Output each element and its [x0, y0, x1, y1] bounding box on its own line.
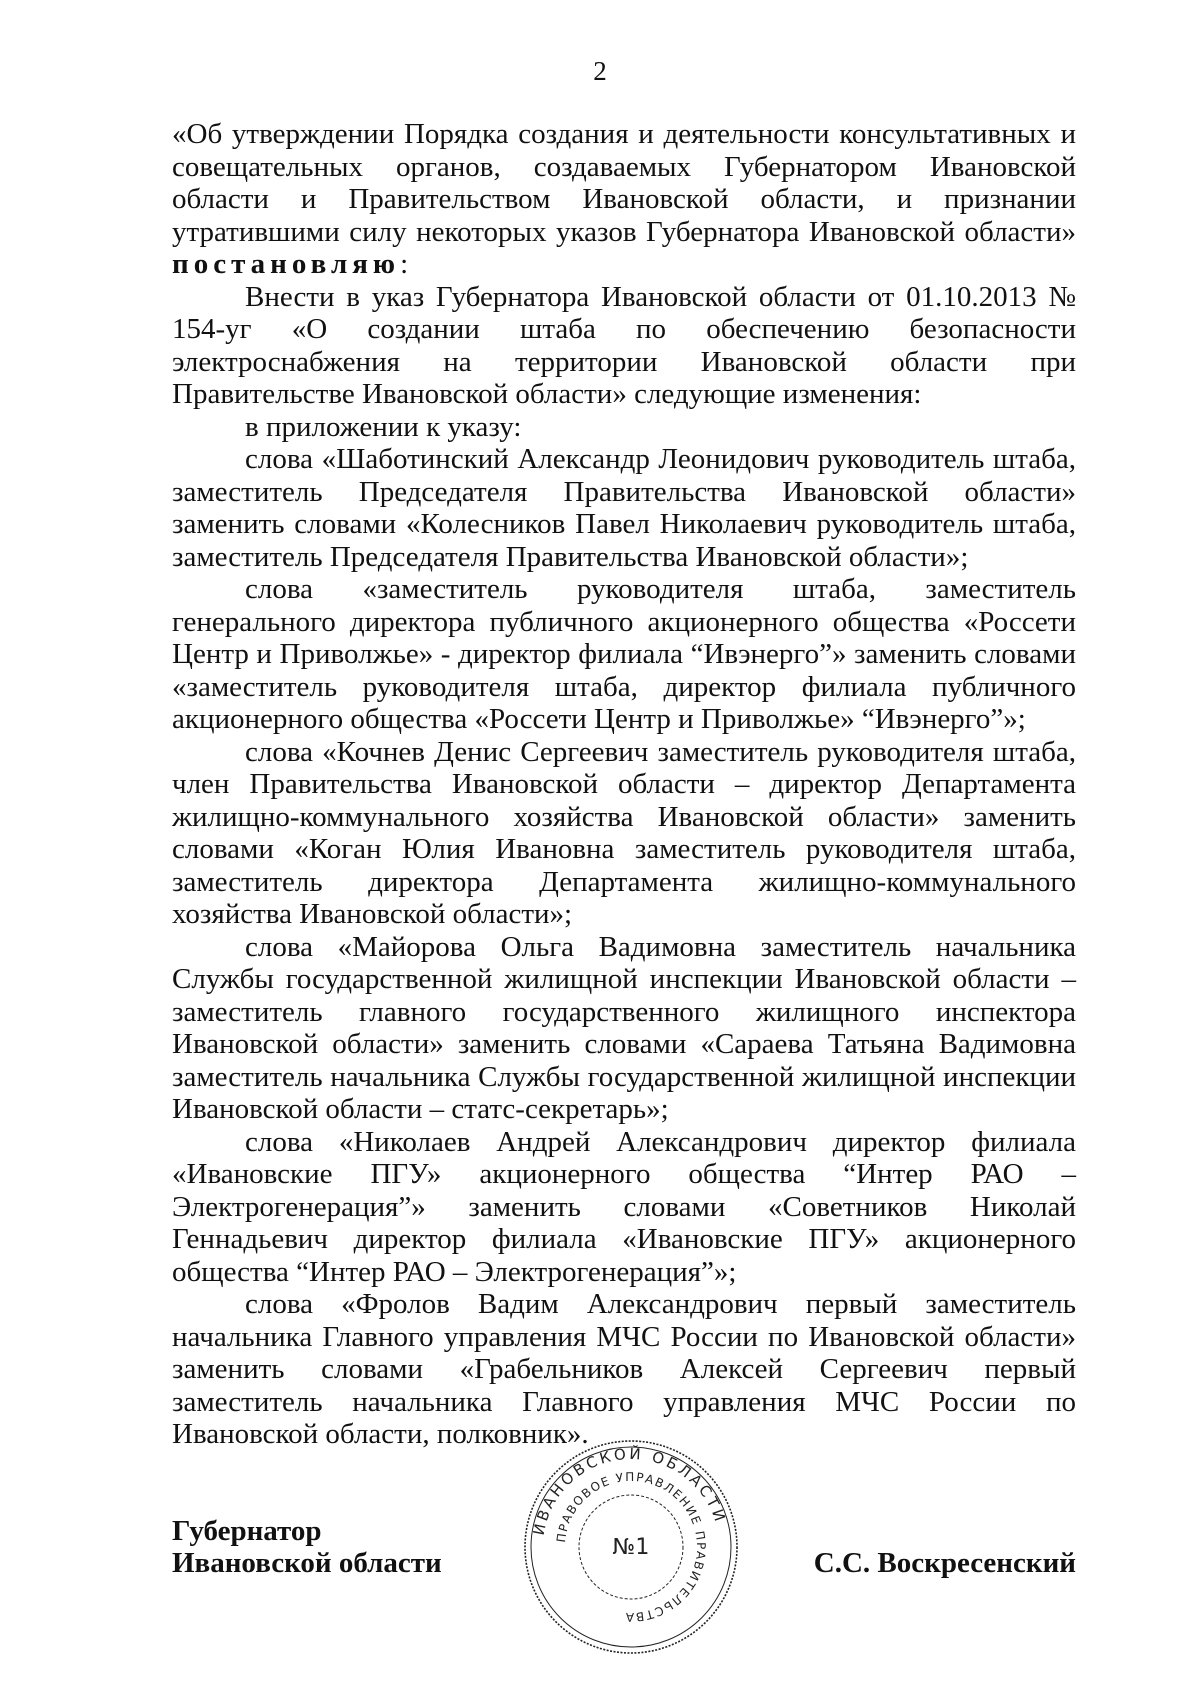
official-seal-stamp [520, 1436, 742, 1658]
document-body [172, 118, 1076, 1451]
seal-number: №1 [612, 1535, 650, 1560]
decree-colon: : [400, 248, 409, 280]
paragraph-change-3: слова «Кочнев Денис Сергеевич заместитель руководителя штаба, член Правительства Ивановской области – директор Департамента жилищно-коммунального хозяйства Ивановской области» заменить словами «Коган Юлия Ивановна заместитель руководителя штаба, заместитель директора Департамента жилищно-коммунального хозяйства Ивановской области»; [172, 735, 1076, 930]
paragraph-amend: Внести в указ Губернатора Ивановской области от 01.10.2013 № 154-уг «О создании штаба по обеспечению безопасности электроснабжения на территории Ивановской области при Правительстве Ивановской области» следующие изменения: [172, 280, 1076, 410]
signatory-position-line-2: Ивановской области [172, 1547, 442, 1579]
decree-word: постановляю [172, 248, 401, 280]
paragraph-change-4: слова «Майорова Ольга Вадимовна заместитель начальника Службы государственной жилищной инспекции Ивановской области – заместитель главного государственного жилищного инспектора Ивановской области» заменить словами «Сараева Татьяна Вадимовна заместитель начальника Службы государственной жилищной инспекции Ивановской области – статс-секретарь»; [172, 930, 1076, 1125]
seal-outer-text: ИВАНОВСКОЙ ОБЛАСТИ [529, 1444, 730, 1537]
intro-paragraph [172, 118, 1076, 281]
signatory-position-line-1: Губернатор [172, 1515, 322, 1547]
paragraph-change-6: слова «Фролов Вадим Александрович первый заместитель начальника Главного управления МЧС России по Ивановской области» заменить словами «Грабельников Алексей Сергеевич первый заместитель начальника Главного управления МЧС России по Ивановской области, полковник». [172, 1288, 1076, 1450]
signatory-position [172, 1515, 442, 1579]
paragraph-change-2: слова «заместитель руководителя штаба, заместитель генерального директора публичного акционерного общества «Россети Центр и Приволжье» - директор филиала “Ивэнерго”» заменить словами «заместитель руководителя штаба, директор филиала публичного акционерного общества «Россети Центр и Приволжье» “Ивэнерго”»; [172, 573, 1076, 735]
signatory-name: С.С. Воскресенский [813, 1547, 1076, 1579]
seal-inner-text: ПРАВОВОЕ УПРАВЛЕНИЕ ПРАВИТЕЛЬСТВА [554, 1469, 709, 1625]
intro-text: «Об утверждении Порядка создания и деятельности консультативных и совещательных органов, создаваемых Губернатором Ивановской области и Правительством Ивановской области, и признании утратившими силу некоторых указов Губернатора Ивановской области» [172, 118, 1076, 248]
paragraph-change-1: слова «Шаботинский Александр Леонидович руководитель штаба, заместитель Председателя Правительства Ивановской области» заменить словами «Колесников Павел Николаевич руководитель штаба, заместитель Председателя Правительства Ивановской области»; [172, 443, 1076, 573]
seal-icon [520, 1436, 742, 1658]
paragraph-change-5: слова «Николаев Андрей Александрович директор филиала «Ивановские ПГУ» акционерного общества “Интер РАО – Электрогенерация”» заменить словами «Советников Николай Геннадьевич директор филиала «Ивановские ПГУ» акционерного общества “Интер РАО – Электрогенерация”»; [172, 1125, 1076, 1288]
paragraph-appendix: в приложении к указу: [245, 410, 522, 443]
page-number: 2 [593, 56, 607, 86]
